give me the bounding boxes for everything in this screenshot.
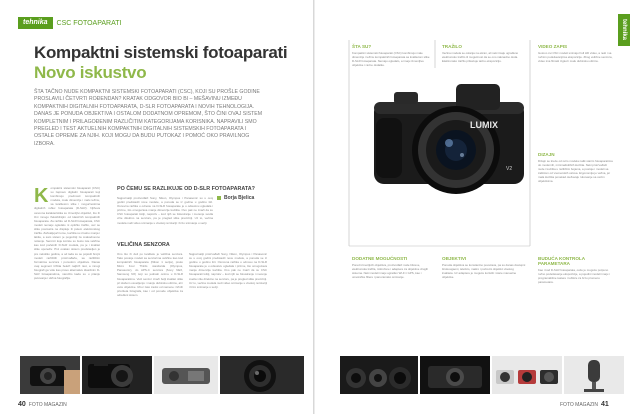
article-lead: ŠTA TAČNO NUDE KOMPAKTNI SISTEMSKI FOTOAPARATI (CSC), KOJI SU PROŠLE GODINE PROSLAVILI ČETVRTI ROĐENDAN? KRATAK ODGOVOR BIO BI – MEŠAVINU IZMEĐU KOMPAKTNIH DIGITALNIH FOTOAPARATA, D-SLR FOTOAPARATA I NOVIH TEHNOLOGIJA. DANAS JE PONUDA OBJEKTIVA I OSTALOM DODATNOM OPREMOM, ŠTO ČINI OVAJ SISTEM KOMPLETNIM I PRILAGOĐENIM RAZLIČITIM KATEGORIJAMA KORISNIKA. NAPRAVILI SMO PREGLED I TEST AKTUELNIH KOMPAKTNIH DIGITALNIH SISTEMSKIH FOTOAPARATA I OSTALE OPREME ZA NJIH. KOJI MOGU DA BUDU PUTOKAZ I POMOĆ OKO PRAVILNOG IZBORA. (34, 89, 263, 147)
info-box-design-title: DIZAJN (538, 152, 555, 157)
body-column-1-text: ompaktni sistemski fotoaparati (CSC) su zapravo digitalni fotoaparati koji kombinuju prednosti kompaktnih modela, male dimenzije i malu težinu, sa kvalitetom slike i mogućnostima digitalnih reflex fotoaparata (D-SLR). Njihova osnovna karakteristika su izmenljivi objektivi, što ih čini mnogo fleksibilnijim od klasičnih kompaktnih fotoaparata. Za razliku od D-SLR fotoaparata, CSC modeli nemaju ogledalo ni optičko tražilo, već se slika posmatra na displeju ili putem elektronskog tražila. Zahvaljujući tome, kućišta su znatno manja i lakša, a sam sistem je pogodniji za svakodnevno nošenje. Senzori koje koriste su često iste veličine kao kod početnih D-SLR modela, pa je i kvalitet slike uporediv. Prvi ovakav sistem predstavljen je pre nekoliko godina, a od tada su se pojavili brojni modeli različitih proizvođača, sa različitim formatima senzora i ponudom objektiva. Danas ovaj segment tržišta beleži najbrži rast, a mnogi fotografi ga vide kao pravu alternativu klasičnim D-SLR fotoaparatima, naročito kada su u pitanju putovanja i ulična fotografija. (34, 186, 100, 281)
info-box-controls-title: BUDUĆA KONTROLA PARAMETARA (538, 256, 585, 266)
photo-camera-side (82, 356, 152, 394)
subheading-dslr: PO ČEMU SE RAZLIKUJE OD D-SLR FOTOAPARATA? (117, 186, 255, 192)
section-topic: CSC FOTOAPARATI (56, 19, 122, 27)
info-box-lenses (442, 256, 526, 347)
info-box-extras (352, 256, 432, 347)
info-box-viewfinder-text: Većina modela se oslanja na ekran, ali neki imaju ugrađeno elektronsko tražilo ili mogućnost da se ono naknadno doda. Elektronsko tražilo prikazuje tačnu ekspoziciju. (442, 51, 519, 64)
info-box-extras-text: Pored izmenljivih objektiva, proizvođači nude bliceve, elektronska tražila, mikrofone i adaptere za objektive drugih sistema. Neki modeli imaju ugrađen Wi-Fi i GPS, kao i umetničke filtere i panoramsko snimanje. (352, 263, 429, 280)
subheading-sensor: VELIČINA SENZORA (117, 242, 170, 248)
folio-right (560, 401, 609, 408)
info-box-lenses-title: OBJEKTIVI (442, 256, 467, 261)
info-box-viewfinder-title: TRAŽILO (442, 44, 462, 49)
info-box-video (538, 44, 614, 143)
info-box-what-title: ŠTA SU? (352, 44, 372, 49)
photo-lens-set (340, 356, 418, 394)
drop-cap: K (34, 186, 49, 207)
photo-camera-top (154, 356, 218, 394)
photo-camera-hand (20, 356, 80, 394)
vertical-section-tab: tehnika (618, 14, 630, 46)
body-column-2: Najpoznatiji proizvođači Sony, Nikon, Olympus i Panasonic su u ovoj godini predstavili nove modele, a ponuda se iz godine u godinu širi. Osnovna razlika u odnosu na D-SLR fotoaparate je u odsustvu ogledala i prizme, što omogućava manje dimenzije kućišta. Ovo pak ne znači da su CSC fotoaparati lošiji, naprotiv – kod njih se fokusiranje i merenje svetla vrše direktno na senzoru, pa je pregled slike precizniji. Uz to, većina modela nudi video snimanje u visokoj rezoluciji i brzo snimanje u seriji. (117, 196, 213, 225)
info-box-design-text: Dizajn se kreće od retro modela nalik starim fotoaparatima do modernih, minimalističkih kućišta. Neki proizvođači nude i kućišta u različitim bojama, a postoje i modeli sa zaštitom od vremenskih uslova. Ergonomija je važna, jer mala kućišta ponekad otežavaju rukovanje sa većim objektivima. (538, 159, 613, 184)
section-tag (18, 17, 121, 29)
info-box-video-title: VIDEO ZAPIS (538, 44, 568, 49)
info-box-extras-title: DODATNE MOGUĆNOSTI (352, 256, 408, 261)
page-number-left: 40 (18, 401, 26, 408)
photo-microphone (564, 356, 624, 394)
camera-brand-text: LUMIX (470, 120, 498, 130)
info-box-design (538, 152, 614, 251)
info-box-what (352, 44, 432, 93)
body-column-1 (34, 186, 100, 352)
page-number-right: 41 (600, 401, 609, 408)
body-column-4: Najpoznatiji proizvođači Sony, Nikon, Olympus i Panasonic su u ovoj godini predstavili nove modele, a ponuda se iz godine u godinu širi. Osnovna razlika u odnosu na D-SLR fotoaparate je u odsustvu ogledala i prizme, što omogućava manje dimenzije kućišta. Ovo pak ne znači da su CSC fotoaparati lošiji, naprotiv – kod njih se fokusiranje i merenje svetla vrše direktno na senzoru, pa je pregled slike precizniji. Uz to, većina modela nudi video snimanje u visokoj rezoluciji i brzo snimanje u seriji. (189, 252, 267, 289)
photo-strip-left (20, 356, 304, 394)
author-name: Borja Bjelica (224, 195, 255, 201)
article-subtitle: Novo iskustvo (34, 63, 147, 82)
folio-label-left: FOTO MAGAZIN (28, 401, 67, 408)
info-box-viewfinder (442, 44, 526, 81)
info-box-controls-text: Kao i kod D-SLR fotoaparata, ovde je moguće potpuno ručno podešavanje ekspozicije, a pojedini modeli imaju i programabilne tastere i točkiće za brzu promenu parametara. (538, 268, 610, 285)
body-column-3: Ono što ih deli po kvalitetu je veličina senzora. Tako postoje modeli sa senzorima veličine kao kod kompaktnih fotoaparata (Nikon 1 serija), preko Micro Four Thirds standarda (Olympus, Panasonic), do APS-C senzora (Sony NEX, Samsung NX) koji su jednaki onima u D-SLR fotoaparatima. Veći senzor znači bolji kvalitet slike pri slabom osvetljenju i manju dubinsku oštrinu, ali i veće objektive. Izbor zato zavisi od namene i ličnih prioriteta fotografa, kao i od ponude objektiva za određeni sistem. (117, 252, 183, 297)
photo-strip-right (340, 356, 624, 394)
folio-label-right: FOTO MAGAZIN (560, 401, 598, 408)
author-marker (217, 196, 221, 200)
author-credit (217, 195, 254, 201)
photo-camera-colors (492, 356, 562, 394)
camera-model-text: V2 (506, 166, 513, 172)
info-box-controls (538, 256, 614, 344)
article-title: Kompaktni sistemski fotoaparati (34, 43, 288, 62)
info-box-what-text: Kompaktni sistemski fotoaparati (CSC) kombinuju male dimenzije i težinu kompaktnih fotoaparata sa kvalitetom slike D-SLR fotoaparata. Nemaju ogledalo, a imaju izmenljive objektive i razne dodatke. (352, 51, 430, 68)
folio-left (18, 401, 67, 408)
photo-camera-lens (220, 356, 304, 394)
info-box-lenses-text: Ponuda objektiva se konstantno povećava, pa su danas dostupni širokougaoni, telefoto, makro i portretni objektivi visokog kvaliteta. Uz adaptere je moguće koristiti i stare manuelne objektive. (442, 263, 526, 280)
photo-camera-body (420, 356, 490, 394)
section-tag-label: tehnika (18, 17, 53, 29)
info-box-video-text: Gotovo svi CSC modeli snimaju Full HD video, a neki i sa ručnim podešavanjima ekspozicije. Zbog veličine senzora, video ima filmski izgled i malu dubinsku oštrinu. (538, 51, 613, 64)
